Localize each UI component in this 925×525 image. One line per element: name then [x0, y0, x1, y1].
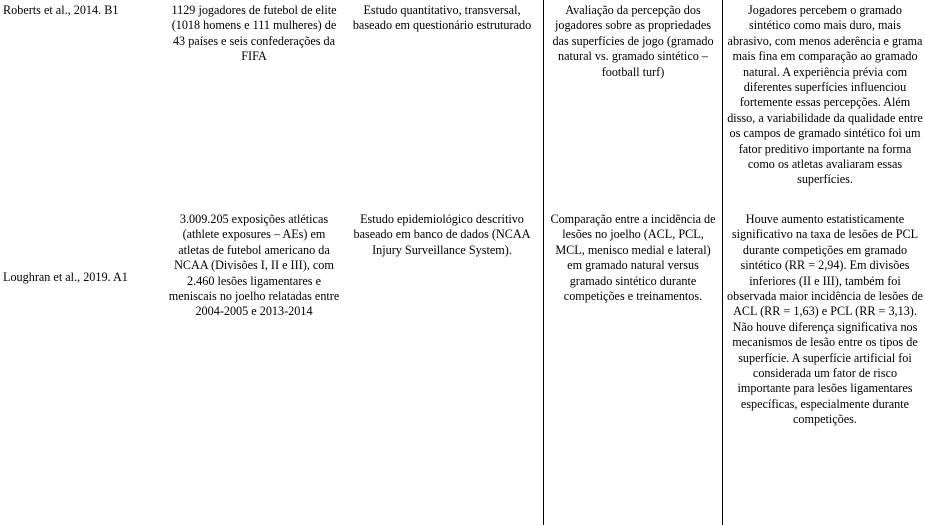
objective-cell: Comparação entre a incidência de lesões no joelho (ACL, PCL, MCL, menisco medial e lateral) em gramado natural versus gramado sintético durante competições e treinamentos.	[550, 212, 716, 304]
sample-cell: 1129 jogadores de futebol de elite (1018 homens e 111 mulheres) de 43 países e seis confederações da FIFA	[171, 3, 337, 64]
results-cell: Jogadores percebem o gramado sintético como mais duro, mais abrasivo, com menos aderência e grama mais fina em comparação ao gramado natural. A experiência prévia com diferentes superfícies influenciou fortemente essas percepções. Além disso, a variabilidade da qualidade entre os campos de gramado sintético foi um fator preditivo importante na forma como os atletas avaliaram essas superfícies.	[727, 3, 923, 187]
design-cell: Estudo epidemiológico descritivo baseado em banco de dados (NCAA Injury Surveillance System).	[353, 212, 531, 257]
results-cell: Houve aumento estatisticamente significativo na taxa de lesões de PCL durante competições em gramado sintético (RR = 2,94). Em divisões inferiores (II e III), também foi observada maior incidência de lesões de ACL (RR = 1,63) e PCL (RR = 3,13). Não houve diferença significativa nos mecanismos de lesão entre os tipos de superfície. A superfície artificial foi considerada um fator de risco importante para lesões ligamentares específicas, especialmente durante competições.	[727, 212, 923, 427]
objective-cell: Avaliação da percepção dos jogadores sobre as propriedades das superfícies de jogo (gramado natural vs. gramado sintético – football turf)	[552, 3, 714, 79]
reference-cell: Loughran et al., 2019. A1	[3, 270, 128, 284]
reference-cell: Roberts et al., 2014. B1	[3, 3, 119, 17]
table-row	[0, 3, 925, 208]
design-cell: Estudo quantitativo, transversal, baseado em questionário estruturado	[352, 3, 532, 33]
table-row	[0, 212, 925, 525]
sample-cell: 3.009.205 exposições atléticas (athlete exposures – AEs) em atletas de futebol americano da NCAA (Divisões I, II e III), com 2.460 lesões ligamentares e meniscais no joelho relatadas entre 2004-2005 e 2013-2014	[168, 212, 340, 319]
